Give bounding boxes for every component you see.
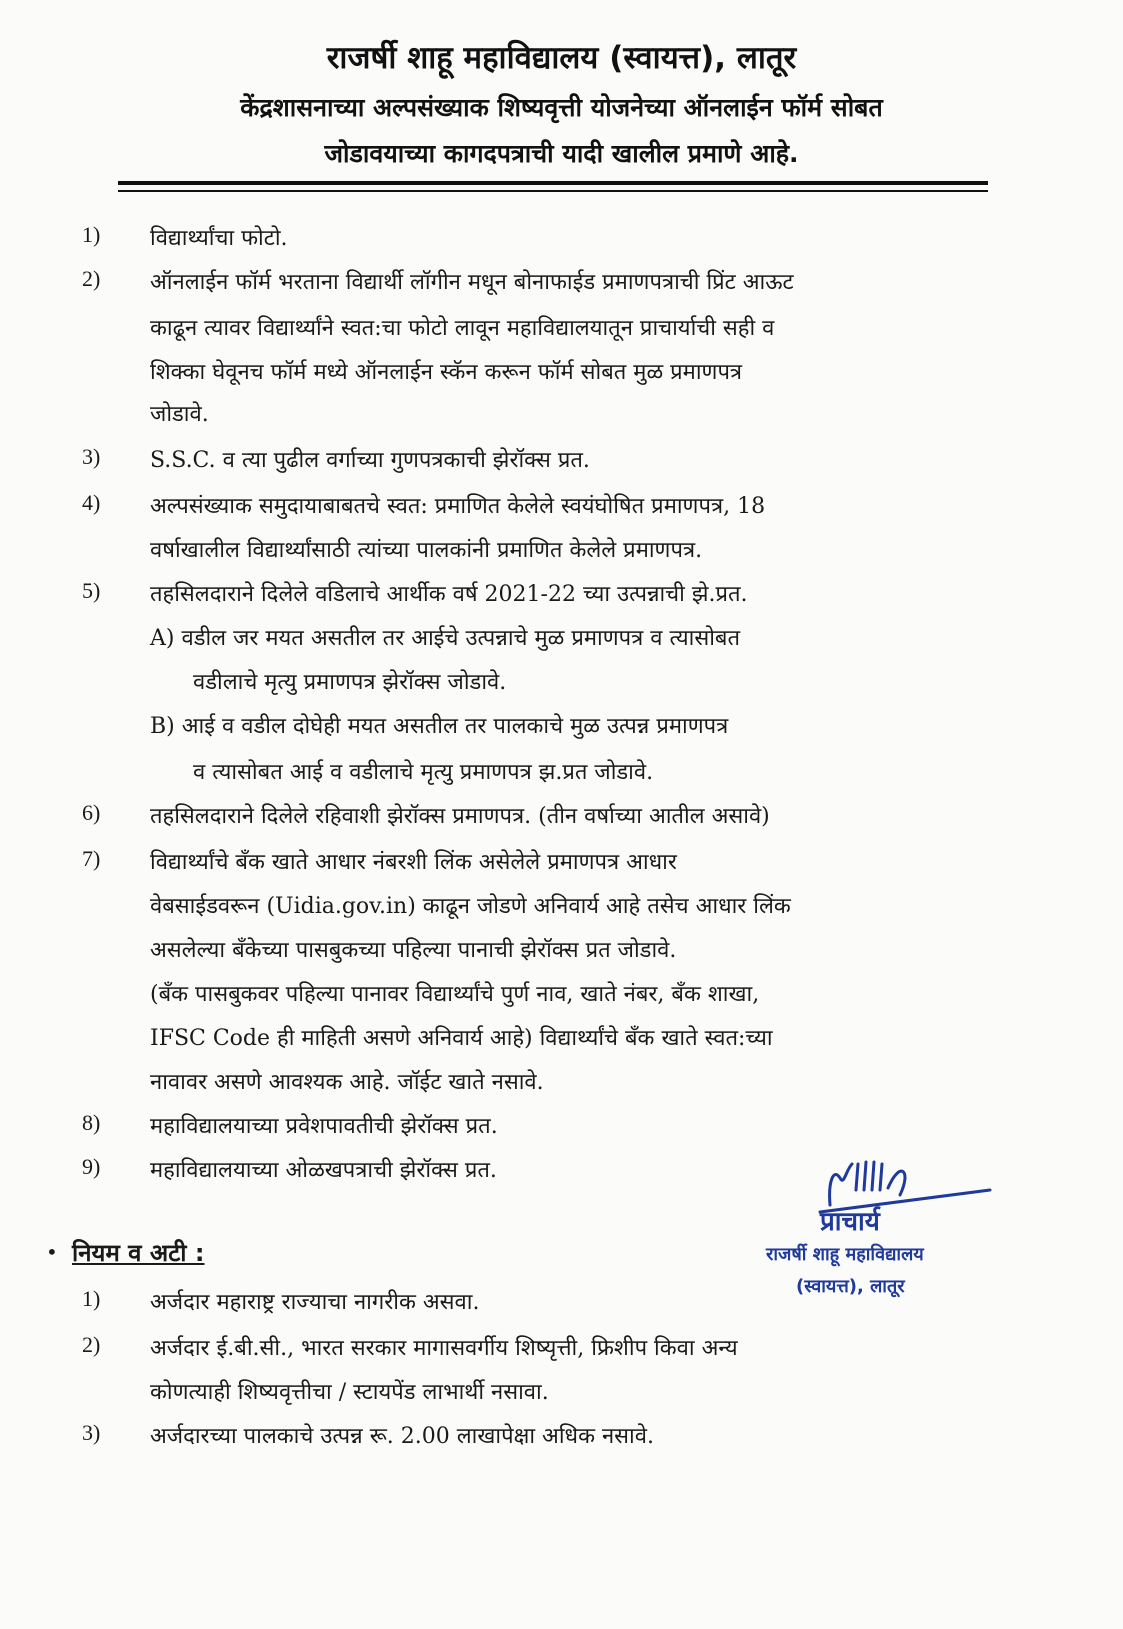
list-item-text: तहसिलदाराने दिलेले रहिवाशी झेरॉक्स प्रमाणपत्र. (तीन वर्षाच्या आतील असावे) (150, 804, 770, 829)
page-title: राजर्षी शाहू महाविद्यालय (स्वायत्त), लातूर (326, 40, 797, 76)
list-item-text: महाविद्यालयाच्या प्रवेशपावतीची झेरॉक्स प्रत. (150, 1114, 498, 1139)
list-item-number: 5) (82, 578, 101, 603)
sub-item-text: A) वडील जर मयत असतील तर आईचे उत्पन्नाचे मुळ प्रमाणपत्र व त्यासोबत (150, 626, 740, 651)
bullet-icon: • (46, 1240, 58, 1264)
list-item-number: 3) (82, 444, 101, 469)
rule-text: अर्जदार महाराष्ट्र राज्याचा नागरीक असवा. (150, 1290, 480, 1315)
rule-number: 2) (82, 1332, 101, 1357)
list-item-text: नावावर असणे आवश्यक आहे. जॉईट खाते नसावे. (150, 1070, 544, 1095)
rules-heading: नियम व अटी : (72, 1239, 205, 1267)
rule-text: अर्जदार ई.बी.सी., भारत सरकार मागासवर्गीय शिष्यृत्ती, फ्रिशीप किवा अन्य (150, 1336, 738, 1361)
rule-text: कोणत्याही शिष्यवृत्तीचा / स्टायपेंड लाभार्थी नसावा. (150, 1380, 549, 1405)
sub-item-text: वडीलाचे मृत्यु प्रमाणपत्र झेरॉक्स जोडावे. (193, 670, 507, 695)
list-item-text: वेबसाईडवरून (Uidia.gov.in) काढून जोडणे अनिवार्य आहे तसेच आधार लिंक (150, 894, 791, 919)
list-item-text: जोडावे. (150, 402, 209, 427)
list-item-text: वर्षाखालील विद्यार्थ्यांसाठी त्यांच्या पालकांनी प्रमाणित केलेले प्रमाणपत्र. (150, 538, 703, 563)
stamp-line-2: (स्वायत्त), लातूर (796, 1276, 905, 1297)
subtitle-line-1: केंद्रशासनाच्या अल्पसंख्याक शिष्यवृत्ती योजनेच्या ऑनलाईन फॉर्म सोबत (240, 93, 883, 122)
sub-item-text: व त्यासोबत आई व वडीलाचे मृत्यु प्रमाणपत्र झ.प्रत जोडावे. (193, 760, 654, 785)
sub-item-text: B) आई व वडील दोघेही मयत असतील तर पालकाचे मुळ उत्पन्न प्रमाणपत्र (150, 714, 729, 739)
list-item-text: असलेल्या बँकेच्या पासबुकच्या पहिल्या पानाची झेरॉक्स प्रत जोडावे. (150, 938, 677, 963)
list-item-text: IFSC Code ही माहिती असणे अनिवार्य आहे) विद्यार्थ्यांचे बँक खाते स्वत:च्या (150, 1026, 773, 1051)
list-item-text: (बँक पासबुकवर पहिल्या पानावर विद्यार्थ्यांचे पुर्ण नाव, खाते नंबर, बँक शाखा, (150, 982, 760, 1007)
list-item-number: 6) (82, 800, 101, 825)
list-item-text: शिक्का घेवूनच फॉर्म मध्ये ऑनलाईन स्कॅन करून फॉर्म सोबत मुळ प्रमाणपत्र (150, 360, 743, 385)
header-rule-thin (118, 190, 988, 192)
list-item-number: 1) (82, 222, 101, 247)
list-item-text: महाविद्यालयाच्या ओळखपत्राची झेरॉक्स प्रत. (150, 1158, 497, 1183)
list-item-number: 4) (82, 490, 101, 515)
list-item-number: 7) (82, 846, 101, 871)
stamp-line-1: राजर्षी शाहू महाविद्यालय (766, 1244, 924, 1265)
rule-number: 3) (82, 1420, 101, 1445)
list-item-number: 2) (82, 266, 101, 291)
rule-text: अर्जदारच्या पालकाचे उत्पन्न रू. 2.00 लाखापेक्षा अधिक नसावे. (150, 1424, 654, 1449)
list-item-text: ऑनलाईन फॉर्म भरताना विद्यार्थी लॉगीन मधून बोनाफाईड प्रमाणपत्राची प्रिंट आऊट (150, 270, 794, 295)
subtitle-line-2: जोडावयाच्या कागदपत्राची यादी खालील प्रमाणे आहे. (324, 139, 799, 168)
list-item-text: विद्यार्थ्यांचे बँक खाते आधार नंबरशी लिंक असेलेले प्रमाणपत्र आधार (150, 850, 677, 875)
list-item-text: विद्यार्थ्यांचा फोटो. (150, 226, 288, 251)
principal-stamp (760, 1150, 1010, 1330)
list-item-number: 9) (82, 1154, 101, 1179)
list-item-text: S.S.C. व त्या पुढील वर्गाच्या गुणपत्रकाची झेरॉक्स प्रत. (150, 448, 590, 473)
list-item-text: तहसिलदाराने दिलेले वडिलाचे आर्थीक वर्ष 2021-22 च्या उत्पन्नाची झे.प्रत. (150, 582, 748, 607)
header-rule-thick (118, 181, 988, 185)
list-item-number: 8) (82, 1110, 101, 1135)
rule-number: 1) (82, 1286, 101, 1311)
stamp-title: प्राचार्य (820, 1207, 880, 1237)
list-item-text: अल्पसंख्याक समुदायाबाबतचे स्वत: प्रमाणित केलेले स्वयंघोषित प्रमाणपत्र, 18 (150, 494, 766, 519)
list-item-text: काढून त्यावर विद्यार्थ्यांने स्वत:चा फोटो लावून महाविद्यालयातून प्राचार्याची सही व (150, 316, 775, 341)
